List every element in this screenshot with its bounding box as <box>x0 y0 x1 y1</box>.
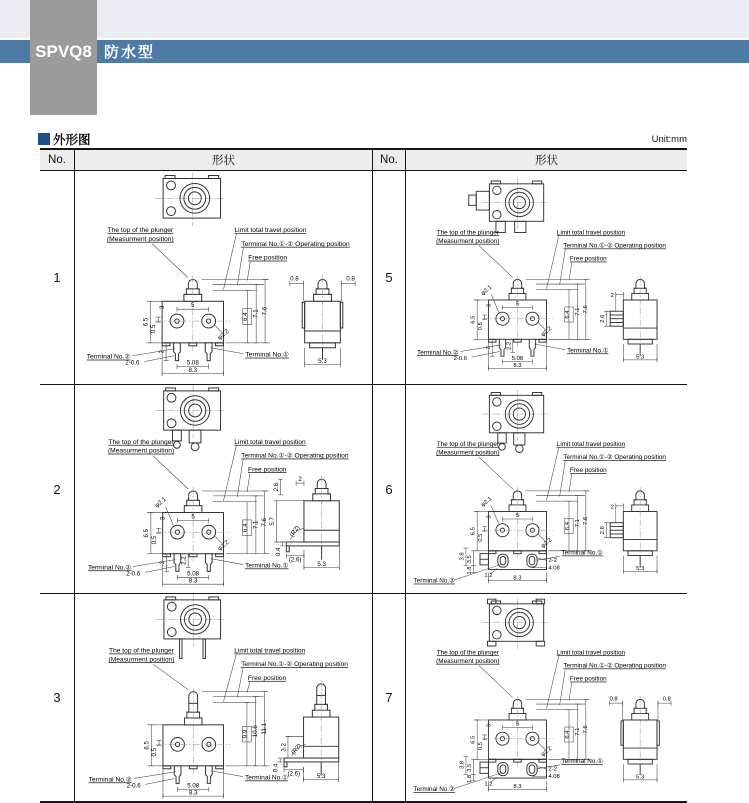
row-number: 2 <box>40 385 75 594</box>
dim-label: 3 <box>486 723 493 728</box>
callout-label: The top of the plunger <box>436 649 499 657</box>
callout-label: (Measurment position) <box>107 447 175 455</box>
callout-label: (Measurment position) <box>436 449 500 457</box>
dim-label: 6.5 <box>470 527 477 536</box>
dim-label: 3 <box>159 516 167 521</box>
callout-label: Limit total travel position <box>234 226 307 234</box>
callout-label: (Measurment position) <box>436 657 500 665</box>
callout-label: Terminal No.② <box>413 786 455 794</box>
callout-label: Free position <box>569 675 607 683</box>
dim-label: 1.8 <box>467 774 474 784</box>
outline-drawing-1 <box>75 171 372 384</box>
dim-label: 8.3 <box>188 577 198 585</box>
dim-label: 0.5 <box>477 533 484 542</box>
dim-label: 2.2 <box>180 556 188 565</box>
top-band <box>0 0 749 38</box>
callout-label: Limit total travel position <box>556 649 626 657</box>
dim-label: 8.3 <box>513 362 522 369</box>
dim-label: 3 <box>159 305 167 309</box>
dim-label: φ2.2 <box>540 325 554 339</box>
dim-label: 1.2 <box>484 781 493 788</box>
dim-label: φ2.1 <box>480 284 494 297</box>
dim-label: 6.4 <box>242 523 250 533</box>
callout-label: Limit total travel position <box>556 229 626 237</box>
callout-label: The top of the plunger <box>109 647 174 655</box>
dim-label: 5 <box>515 301 520 308</box>
dim-label: 7.6 <box>261 518 269 527</box>
callout-label: Terminal No.① <box>244 774 289 782</box>
dim-label: (2.6) <box>288 556 302 564</box>
callout-label: (Measurment position) <box>436 237 500 245</box>
dim-label: 3.5 <box>467 763 474 772</box>
dim-label: 5.08 <box>511 355 524 362</box>
callout-label: Terminal No.① <box>245 562 289 570</box>
dim-label: 2 <box>610 504 614 511</box>
drawing-cell-6 <box>406 385 687 594</box>
callout-label: Terminal No.①-② Operating position <box>563 454 666 462</box>
dim-label: 3.8 <box>459 552 466 561</box>
dim-label: 3.2 <box>280 743 288 752</box>
callout-label: Free position <box>247 674 287 682</box>
callout-label: Limit total travel position <box>234 647 306 655</box>
dim-label: 7.1 <box>252 520 260 530</box>
col-header-shape: 形状 <box>75 150 373 171</box>
dim-label: 2-0.6 <box>126 570 141 578</box>
dim-label: 0.8 <box>609 696 618 703</box>
dim-label: 6.5 <box>142 528 150 538</box>
callout-label: Limit total travel position <box>234 438 306 446</box>
dim-label: 5.3 <box>318 358 327 366</box>
dim-label: 4.08 <box>548 565 560 572</box>
dim-label: 2 <box>610 293 614 300</box>
dim-label: 8.3 <box>513 575 522 582</box>
callout-label: Terminal No.①-② Operating position <box>563 662 666 670</box>
col-header-shape: 形状 <box>406 150 687 171</box>
dim-label: 2-0.6 <box>126 782 141 790</box>
outline-drawing-6 <box>406 385 687 593</box>
dim-label: φ2.2 <box>540 537 554 550</box>
callout-label: The top of the plunger <box>436 229 499 237</box>
callout-label: Terminal No.① <box>561 758 603 766</box>
dim-label: 6.4 <box>564 310 571 319</box>
dim-label: 7.6 <box>583 725 590 734</box>
dim-label: 7.1 <box>574 727 581 736</box>
product-code: SPVQ8 <box>35 42 92 61</box>
dim-label: φ2.1 <box>153 495 168 510</box>
dim-label: (R2) <box>290 742 304 757</box>
dim-label: 0.5 <box>477 742 484 751</box>
row-number: 1 <box>40 171 75 385</box>
outline-drawing-7 <box>406 594 687 801</box>
callout-label: Terminal No.② <box>87 564 132 572</box>
dim-label: 8.3 <box>188 789 198 797</box>
col-header-no: No. <box>373 150 406 171</box>
dim-label: 3.8 <box>459 760 466 770</box>
row-number: 6 <box>373 385 406 594</box>
dim-label: 3.5 <box>467 555 474 564</box>
dim-label: 5 <box>515 721 520 728</box>
dim-label: 6.5 <box>143 741 151 750</box>
dim-label: 7.6 <box>583 305 590 314</box>
dim-label: 10.6 <box>252 725 260 738</box>
callout-label: The top of the plunger <box>108 438 174 446</box>
title-band <box>0 40 749 63</box>
outline-drawing-3 <box>75 594 372 801</box>
dim-label: φ2.2 <box>216 328 231 342</box>
callout-label: Free position <box>569 467 607 475</box>
dim-label: 5.08 <box>186 359 199 367</box>
dim-label: 3 <box>159 560 167 565</box>
dim-label: 0.4 <box>274 547 282 557</box>
col-header-no: No. <box>40 150 75 171</box>
callout-label: Terminal No.① <box>245 351 290 359</box>
dim-label: φ2.2 <box>540 745 554 759</box>
category-title: 防水型 <box>104 44 156 61</box>
dim-label: 5 <box>515 513 520 520</box>
section-row <box>38 130 687 146</box>
callout-label: Free position <box>569 255 607 263</box>
row-number: 7 <box>373 594 406 801</box>
dim-label: 5.3 <box>636 566 645 573</box>
dim-label: 6.5 <box>470 315 477 324</box>
callout-label: Terminal No.② <box>86 353 131 361</box>
dim-label: 7.1 <box>574 519 581 528</box>
callout-label: Terminal No.①-② Operating position <box>563 242 666 250</box>
dim-label: φ2.2 <box>216 539 231 553</box>
callout-label: Terminal No.①-② Operating position <box>241 240 350 248</box>
dim-label: 0.8 <box>346 275 355 283</box>
dim-label: 4.08 <box>548 774 560 781</box>
callout-label: Limit total travel position <box>556 440 626 448</box>
section-bullet-icon <box>38 133 50 145</box>
dim-label: 11.1 <box>260 722 268 735</box>
callout-label: Terminal No.② <box>88 776 132 784</box>
section-title: 外形图 <box>53 133 91 147</box>
dim-label: φ2.1 <box>480 496 494 509</box>
outline-drawing-2 <box>75 385 372 593</box>
dim-label: 5.3 <box>636 354 645 361</box>
dim-label: 8.3 <box>188 367 198 375</box>
dim-label: 2.6 <box>600 314 607 323</box>
dim-label: 0.8 <box>290 275 299 283</box>
callout-label: Terminal No.①-② Operating position <box>241 452 349 460</box>
callout-label: (Measurment position) <box>106 235 174 243</box>
dim-label: 5.08 <box>187 782 200 790</box>
callout-label: Terminal No.①-② Operating position <box>241 661 348 669</box>
dim-label: 2-0.6 <box>453 355 468 362</box>
drawing-cell-5 <box>406 171 687 385</box>
outline-table <box>40 148 687 803</box>
row-number: 5 <box>373 171 406 385</box>
callout-label: The top of the plunger <box>107 226 174 234</box>
dim-label: 6.5 <box>470 735 477 744</box>
dim-label: 1.8 <box>467 566 474 575</box>
dim-label: 5.7 <box>269 517 277 526</box>
dim-label: 3 <box>158 350 166 354</box>
dim-label: 2-2 <box>548 766 557 773</box>
dim-label: 5.3 <box>317 561 326 569</box>
dim-label: 7.1 <box>252 309 260 318</box>
drawing-cell-3 <box>75 594 373 801</box>
dim-label: 3 <box>486 303 493 308</box>
dim-label: 7.1 <box>574 307 581 316</box>
dim-label: 5.3 <box>636 774 645 781</box>
unit-label: Unit:mm <box>651 134 687 145</box>
dim-label: 2.6 <box>600 526 607 535</box>
drawing-cell-2 <box>75 385 373 594</box>
drawing-cell-1 <box>75 171 373 385</box>
dim-label: 8.3 <box>513 783 522 790</box>
dim-label: 2 <box>298 476 302 484</box>
dim-label: 9.9 <box>241 729 249 739</box>
dim-label: (2.6) <box>287 770 301 778</box>
dim-label: 2-0.6 <box>125 359 140 367</box>
callout-label: Terminal No.② <box>417 349 459 357</box>
dim-label: 3 <box>485 346 492 350</box>
dim-label: 3 <box>486 515 493 519</box>
outline-drawing-5 <box>406 171 687 384</box>
dim-label: 7.6 <box>583 516 590 525</box>
dim-label: 7.6 <box>261 306 269 316</box>
dim-label: 5.3 <box>316 773 326 781</box>
dim-label: 5.08 <box>187 570 200 578</box>
dim-label: 2-2 <box>548 558 557 565</box>
dim-label: 5 <box>191 513 195 521</box>
callout-label: Free position <box>248 254 288 262</box>
callout-label: The top of the plunger <box>436 440 499 448</box>
dim-label: 6.4 <box>242 312 250 321</box>
dim-label: 0.5 <box>150 535 158 545</box>
callout-label: Terminal No.① <box>567 347 609 355</box>
dim-label: 2.2 <box>506 341 513 350</box>
dim-label: (R2) <box>288 524 302 539</box>
product-code-box <box>30 0 97 115</box>
dim-label: 6.5 <box>142 317 150 327</box>
dim-label: 0.8 <box>662 696 671 703</box>
dim-label: 6.4 <box>564 730 571 739</box>
dim-label: 0.4 <box>272 763 280 773</box>
row-number: 3 <box>40 594 75 801</box>
drawing-cell-7 <box>406 594 687 801</box>
dim-label: 1.2 <box>484 573 493 580</box>
dim-label: 5 <box>191 302 195 310</box>
dim-label: 0.5 <box>477 322 484 331</box>
callout-label: Terminal No.② <box>413 577 455 585</box>
dim-label: 0.5 <box>150 324 158 334</box>
callout-label: Terminal No.① <box>561 549 603 557</box>
dim-label: 0.5 <box>151 747 159 757</box>
callout-label: Free position <box>248 466 287 474</box>
callout-label: (Measurment position) <box>108 656 175 664</box>
dim-label: 2.6 <box>272 482 280 492</box>
dim-label: 6.4 <box>564 521 571 531</box>
